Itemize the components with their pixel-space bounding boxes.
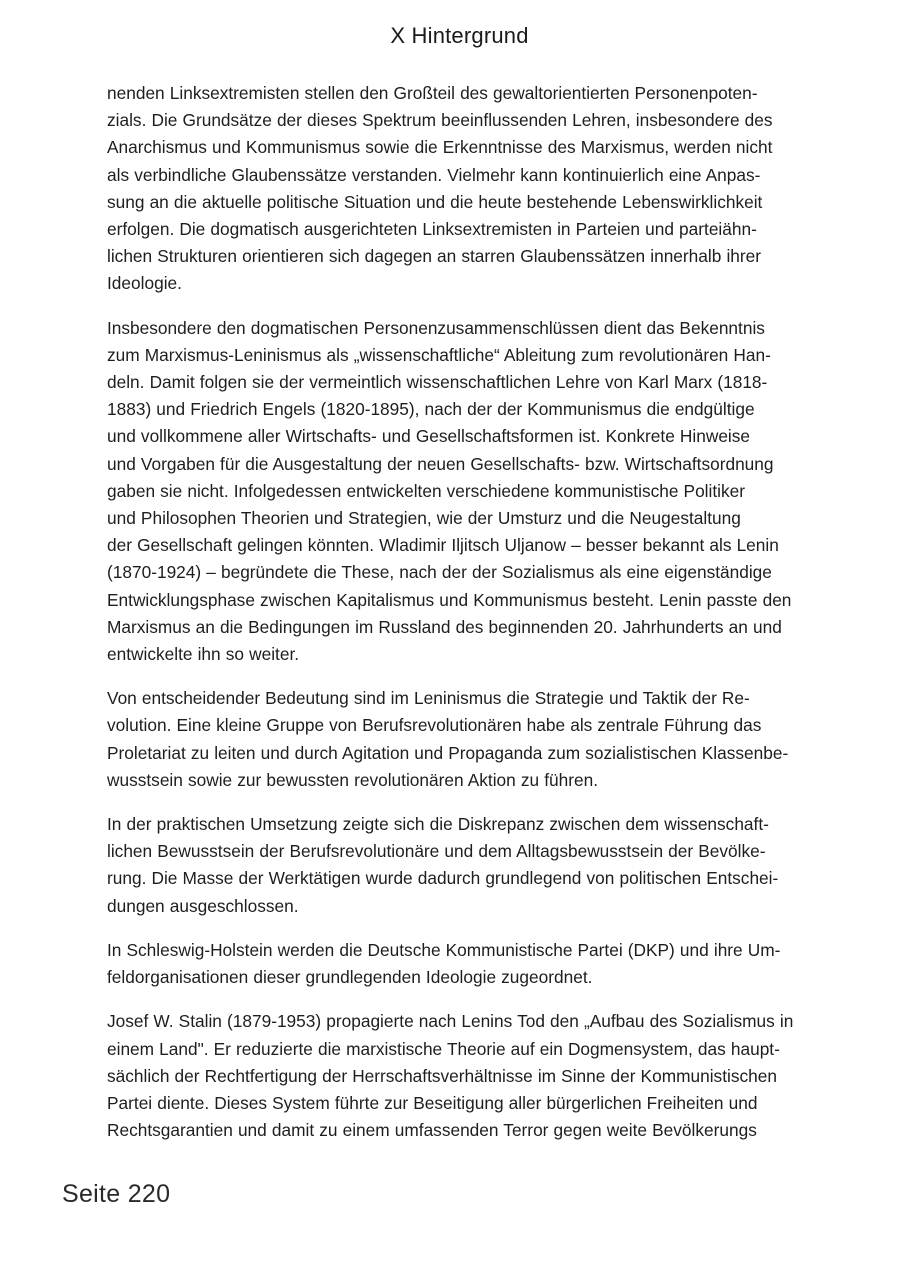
- paragraph-line: Anarchismus und Kommunismus sowie die Erkenntnisse des Marxismus, werden nicht: [107, 137, 773, 158]
- paragraph-line: als verbindliche Glaubenssätze verstanden. Vielmehr kann kontinuierlich eine Anpas-: [107, 164, 761, 185]
- paragraph-line: Ideologie.: [107, 273, 182, 294]
- paragraph-line: wusstsein sowie zur bewussten revolutionären Aktion zu führen.: [107, 769, 599, 790]
- body-paragraph: [107, 1008, 835, 1144]
- paragraph-line: Insbesondere den dogmatischen Personenzusammenschlüssen dient das Bekenntnis: [107, 317, 765, 338]
- body-paragraph: [107, 685, 835, 794]
- paragraph-line: volution. Eine kleine Gruppe von Berufsrevolutionären habe als zentrale Führung das: [107, 715, 762, 736]
- paragraph-line: und Philosophen Theorien und Strategien, wie der Umsturz und die Neugestaltung: [107, 508, 741, 529]
- paragraph-line: sung an die aktuelle politische Situation und die heute bestehende Lebenswirklichkeit: [107, 191, 763, 212]
- paragraph-line: Partei diente. Dieses System führte zur Beseitigung aller bürgerlichen Freiheiten und: [107, 1092, 758, 1113]
- paragraph-line: Von entscheidender Bedeutung sind im Leninismus die Strategie und Taktik der Re-: [107, 688, 750, 709]
- paragraph-line: und Vorgaben für die Ausgestaltung der neuen Gesellschafts- bzw. Wirtschaftsordnung: [107, 453, 774, 474]
- paragraph-line: deln. Damit folgen sie der vermeintlich wissenschaftlichen Lehre von Karl Marx (1818-: [107, 372, 768, 393]
- paragraph-line: In der praktischen Umsetzung zeigte sich die Diskrepanz zwischen dem wissenschaft-: [107, 814, 769, 835]
- paragraph-line: feldorganisationen dieser grundlegenden Ideologie zugeordnet.: [107, 967, 593, 988]
- paragraph-line: dungen ausgeschlossen.: [107, 895, 299, 916]
- paragraph-line: einem Land". Er reduzierte die marxistische Theorie auf ein Dogmensystem, das haupt-: [107, 1038, 780, 1059]
- paragraph-line: lichen Strukturen orientieren sich dagegen an starren Glaubenssätzen innerhalb ihrer: [107, 246, 762, 267]
- paragraph-line: erfolgen. Die dogmatisch ausgerichteten Linksextremisten in Parteien und parteiähn-: [107, 219, 757, 240]
- paragraph-line: lichen Bewusstsein der Berufsrevolutionäre und dem Alltagsbewusstsein der Bevölke-: [107, 841, 766, 862]
- paragraph-line: Rechtsgarantien und damit zu einem umfassenden Terror gegen weite Bevölkerungs: [107, 1120, 757, 1141]
- body-paragraph: [107, 315, 835, 669]
- document-body: [107, 80, 835, 1161]
- paragraph-line: 1883) und Friedrich Engels (1820-1895), nach der der Kommunismus die endgültige: [107, 399, 755, 420]
- paragraph-line: Entwicklungsphase zwischen Kapitalismus und Kommunismus besteht. Lenin passte den: [107, 589, 792, 610]
- paragraph-line: entwickelte ihn so weiter.: [107, 644, 300, 665]
- paragraph-line: (1870-1924) – begründete die These, nach der der Sozialismus als eine eigenständige: [107, 562, 772, 583]
- body-paragraph: [107, 937, 835, 991]
- paragraph-line: Proletariat zu leiten und durch Agitation und Propaganda zum sozialistischen Klassenbe-: [107, 742, 789, 763]
- paragraph-line: zum Marxismus-Leninismus als „wissenschaftliche“ Ableitung zum revolutionären Han-: [107, 344, 771, 365]
- paragraph-line: Marxismus an die Bedingungen im Russland des beginnenden 20. Jahrhunderts an und: [107, 616, 782, 637]
- paragraph-line: nenden Linksextremisten stellen den Großteil des gewaltorientierten Personenpoten-: [107, 83, 758, 103]
- paragraph-line: und vollkommene aller Wirtschafts- und Gesellschaftsformen ist. Konkrete Hinweise: [107, 426, 751, 447]
- body-paragraph: [107, 811, 835, 920]
- body-paragraph: [107, 80, 835, 298]
- page-number: Seite 220: [62, 1180, 171, 1208]
- paragraph-line: Josef W. Stalin (1879-1953) propagierte nach Lenins Tod den „Aufbau des Sozialismus in: [107, 1011, 794, 1032]
- page-header-title: X Hintergrund: [390, 23, 529, 48]
- paragraph-line: gaben sie nicht. Infolgedessen entwickelten verschiedene kommunistische Politiker: [107, 480, 746, 501]
- paragraph-line: rung. Die Masse der Werktätigen wurde dadurch grundlegend von politischen Entschei-: [107, 868, 779, 889]
- paragraph-line: der Gesellschaft gelingen könnten. Wladimir Iljitsch Uljanow – besser bekannt als Lenin: [107, 535, 779, 556]
- paragraph-line: sächlich der Rechtfertigung der Herrschaftsverhältnisse im Sinne der Kommunistischen: [107, 1065, 777, 1086]
- paragraph-line: zials. Die Grundsätze der dieses Spektrum beeinflussenden Lehren, insbesondere des: [107, 110, 773, 131]
- paragraph-line: In Schleswig-Holstein werden die Deutsche Kommunistische Partei (DKP) und ihre Um-: [107, 939, 781, 960]
